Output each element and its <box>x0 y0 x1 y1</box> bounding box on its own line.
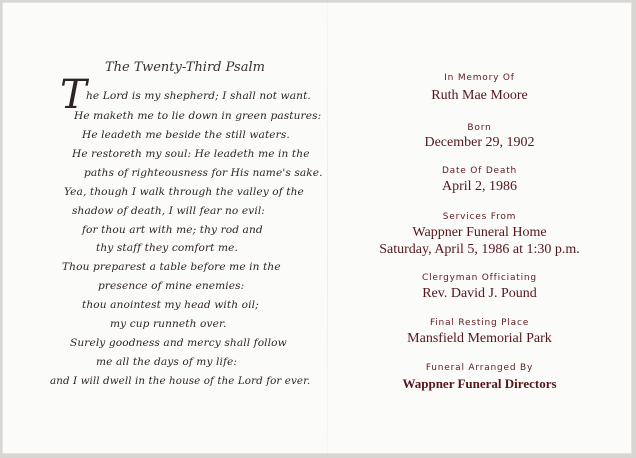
born-date: December 29, 1902 <box>424 135 535 150</box>
in-memory-label: In Memory Of <box>444 73 515 83</box>
death-label: Date Of Death <box>441 166 518 176</box>
memorial-card <box>2 2 632 454</box>
clergy-name: Rev. David J. Pound <box>422 286 537 301</box>
psalm-line: He leadeth me beside the still waters. <box>82 129 290 141</box>
arranged-by: Wappner Funeral Directors <box>402 376 557 391</box>
death-date: April 2, 1986 <box>441 179 518 194</box>
psalm-page <box>2 2 327 454</box>
psalm-title: The Twenty-Third Psalm <box>105 60 265 75</box>
psalm-line: presence of mine enemies: <box>98 280 245 292</box>
services-place: Wappner Funeral Home <box>412 225 547 240</box>
born-label: Born <box>467 123 492 133</box>
psalm-line: he Lord is my shepherd; I shall not want. <box>86 90 311 102</box>
psalm-line: and I will dwell in the house of the Lord for ever. <box>50 375 311 387</box>
psalm-line: He maketh me to lie down in green pastures: <box>74 110 322 122</box>
psalm-line: my cup runneth over. <box>110 318 227 330</box>
psalm-drop-cap: T <box>60 72 87 118</box>
psalm-line: shadow of death, I will fear no evil: <box>72 205 265 217</box>
psalm-line: thou anointest my head with oil; <box>82 299 259 311</box>
psalm-line: thy staff they comfort me. <box>96 242 238 254</box>
psalm-line: Thou preparest a table before me in the <box>62 261 281 273</box>
services-time: Saturday, April 5, 1986 at 1:30 p.m. <box>379 242 580 257</box>
psalm-line: Yea, though I walk through the valley of the <box>64 186 304 198</box>
psalm-line: for thou art with me; thy rod and <box>82 224 263 236</box>
memorial-page <box>327 2 632 454</box>
psalm-line: paths of righteousness for His name's sake. <box>84 167 323 179</box>
resting-place: Mansfield Memorial Park <box>407 331 552 346</box>
arranged-label: Funeral Arranged By <box>425 363 534 373</box>
resting-label: Final Resting Place <box>429 318 530 328</box>
clergy-label: Clergyman Officiating <box>422 273 537 283</box>
psalm-line: He restoreth my soul: He leadeth me in the <box>72 148 310 160</box>
services-label: Services From <box>442 212 517 222</box>
psalm-line: me all the days of my life: <box>96 356 238 368</box>
deceased-name: Ruth Mae Moore <box>431 88 528 103</box>
psalm-line: Surely goodness and mercy shall follow <box>70 337 287 349</box>
